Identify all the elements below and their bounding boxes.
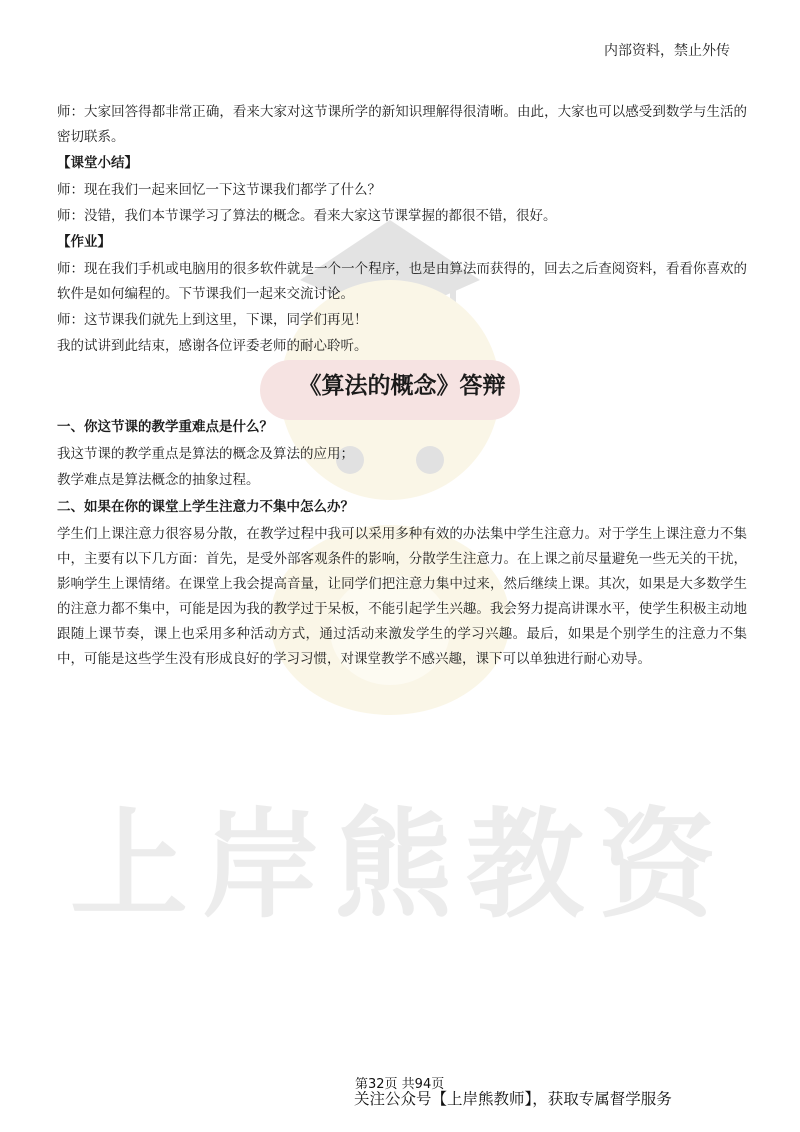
homework-heading: 【作业】 — [57, 234, 111, 250]
confidential-note: 内部资料，禁止外传 — [604, 43, 730, 59]
lecture-paragraph: 师：这节课我们就先上到这里，下课，同学们再见！ — [57, 312, 368, 328]
footer-notice: 关注公众号【上岸熊教师】，获取专属督学服务 — [354, 1090, 672, 1108]
document-body — [57, 100, 747, 673]
answer-line: 教学难点是算法概念的抽象过程。 — [57, 472, 260, 488]
watermark-brand-text: 上岸熊教资 — [69, 796, 730, 934]
answer-line: 我这节课的教学重点是算法的概念及算法的应用； — [57, 446, 354, 462]
lecture-paragraph: 我的试讲到此结束，感谢各位评委老师的耐心聆听。 — [57, 338, 368, 354]
defense-title: 《算法的概念》答辩 — [298, 372, 506, 399]
summary-heading: 【课堂小结】 — [57, 155, 138, 171]
lecture-paragraph: 师：现在我们一起来回忆一下这节课我们都学了什么？ — [57, 182, 381, 198]
question-heading: 一、你这节课的教学重难点是什么？ — [57, 419, 273, 435]
lecture-paragraph: 师：大家回答得都非常正确，看来大家对这节课所学的新知识理解得很清晰。由此，大家也可以感受到数学与生活的密切联系。 — [57, 104, 747, 145]
lecture-paragraph: 师：现在我们手机或电脑用的很多软件就是一个一个程序，也是由算法而获得的，回去之后查阅资料，看看你喜欢的软件是如何编程的。下节课我们一起来交流讨论。 — [57, 261, 747, 302]
lecture-paragraph: 师：没错，我们本节课学习了算法的概念。看来大家这节课掌握的都很不错，很好。 — [57, 208, 557, 224]
question-heading: 二、如果在你的课堂上学生注意力不集中怎么办？ — [57, 499, 354, 515]
page-number: 第32页 共94页 — [355, 1077, 445, 1092]
answer-paragraph: 学生们上课注意力很容易分散，在教学过程中我可以采用多种有效的办法集中学生注意力。对于学生上课注意力不集中，主要有以下几方面：首先，是受外部客观条件的影响，分散学生注意力。在上课之前尽量避免一些无关的干扰，影响学生上课情绪。在课堂上我会提高音量，让同学们把注意力集中过来，然后继续上课。其次，如果是大多数学生的注意力都不集中，可能是因为我的教学过于呆板，不能引起学生兴趣。我会努力提高讲课水平，使学生积极主动地跟随上课节奏，课上也采用多种活动方式，通过活动来激发学生的学习兴趣。最后，如果是个别学生的注意力不集中，可能是这些学生没有形成良好的学习习惯，对课堂教学不感兴趣，课下可以单独进行耐心劝导。 — [57, 526, 747, 667]
